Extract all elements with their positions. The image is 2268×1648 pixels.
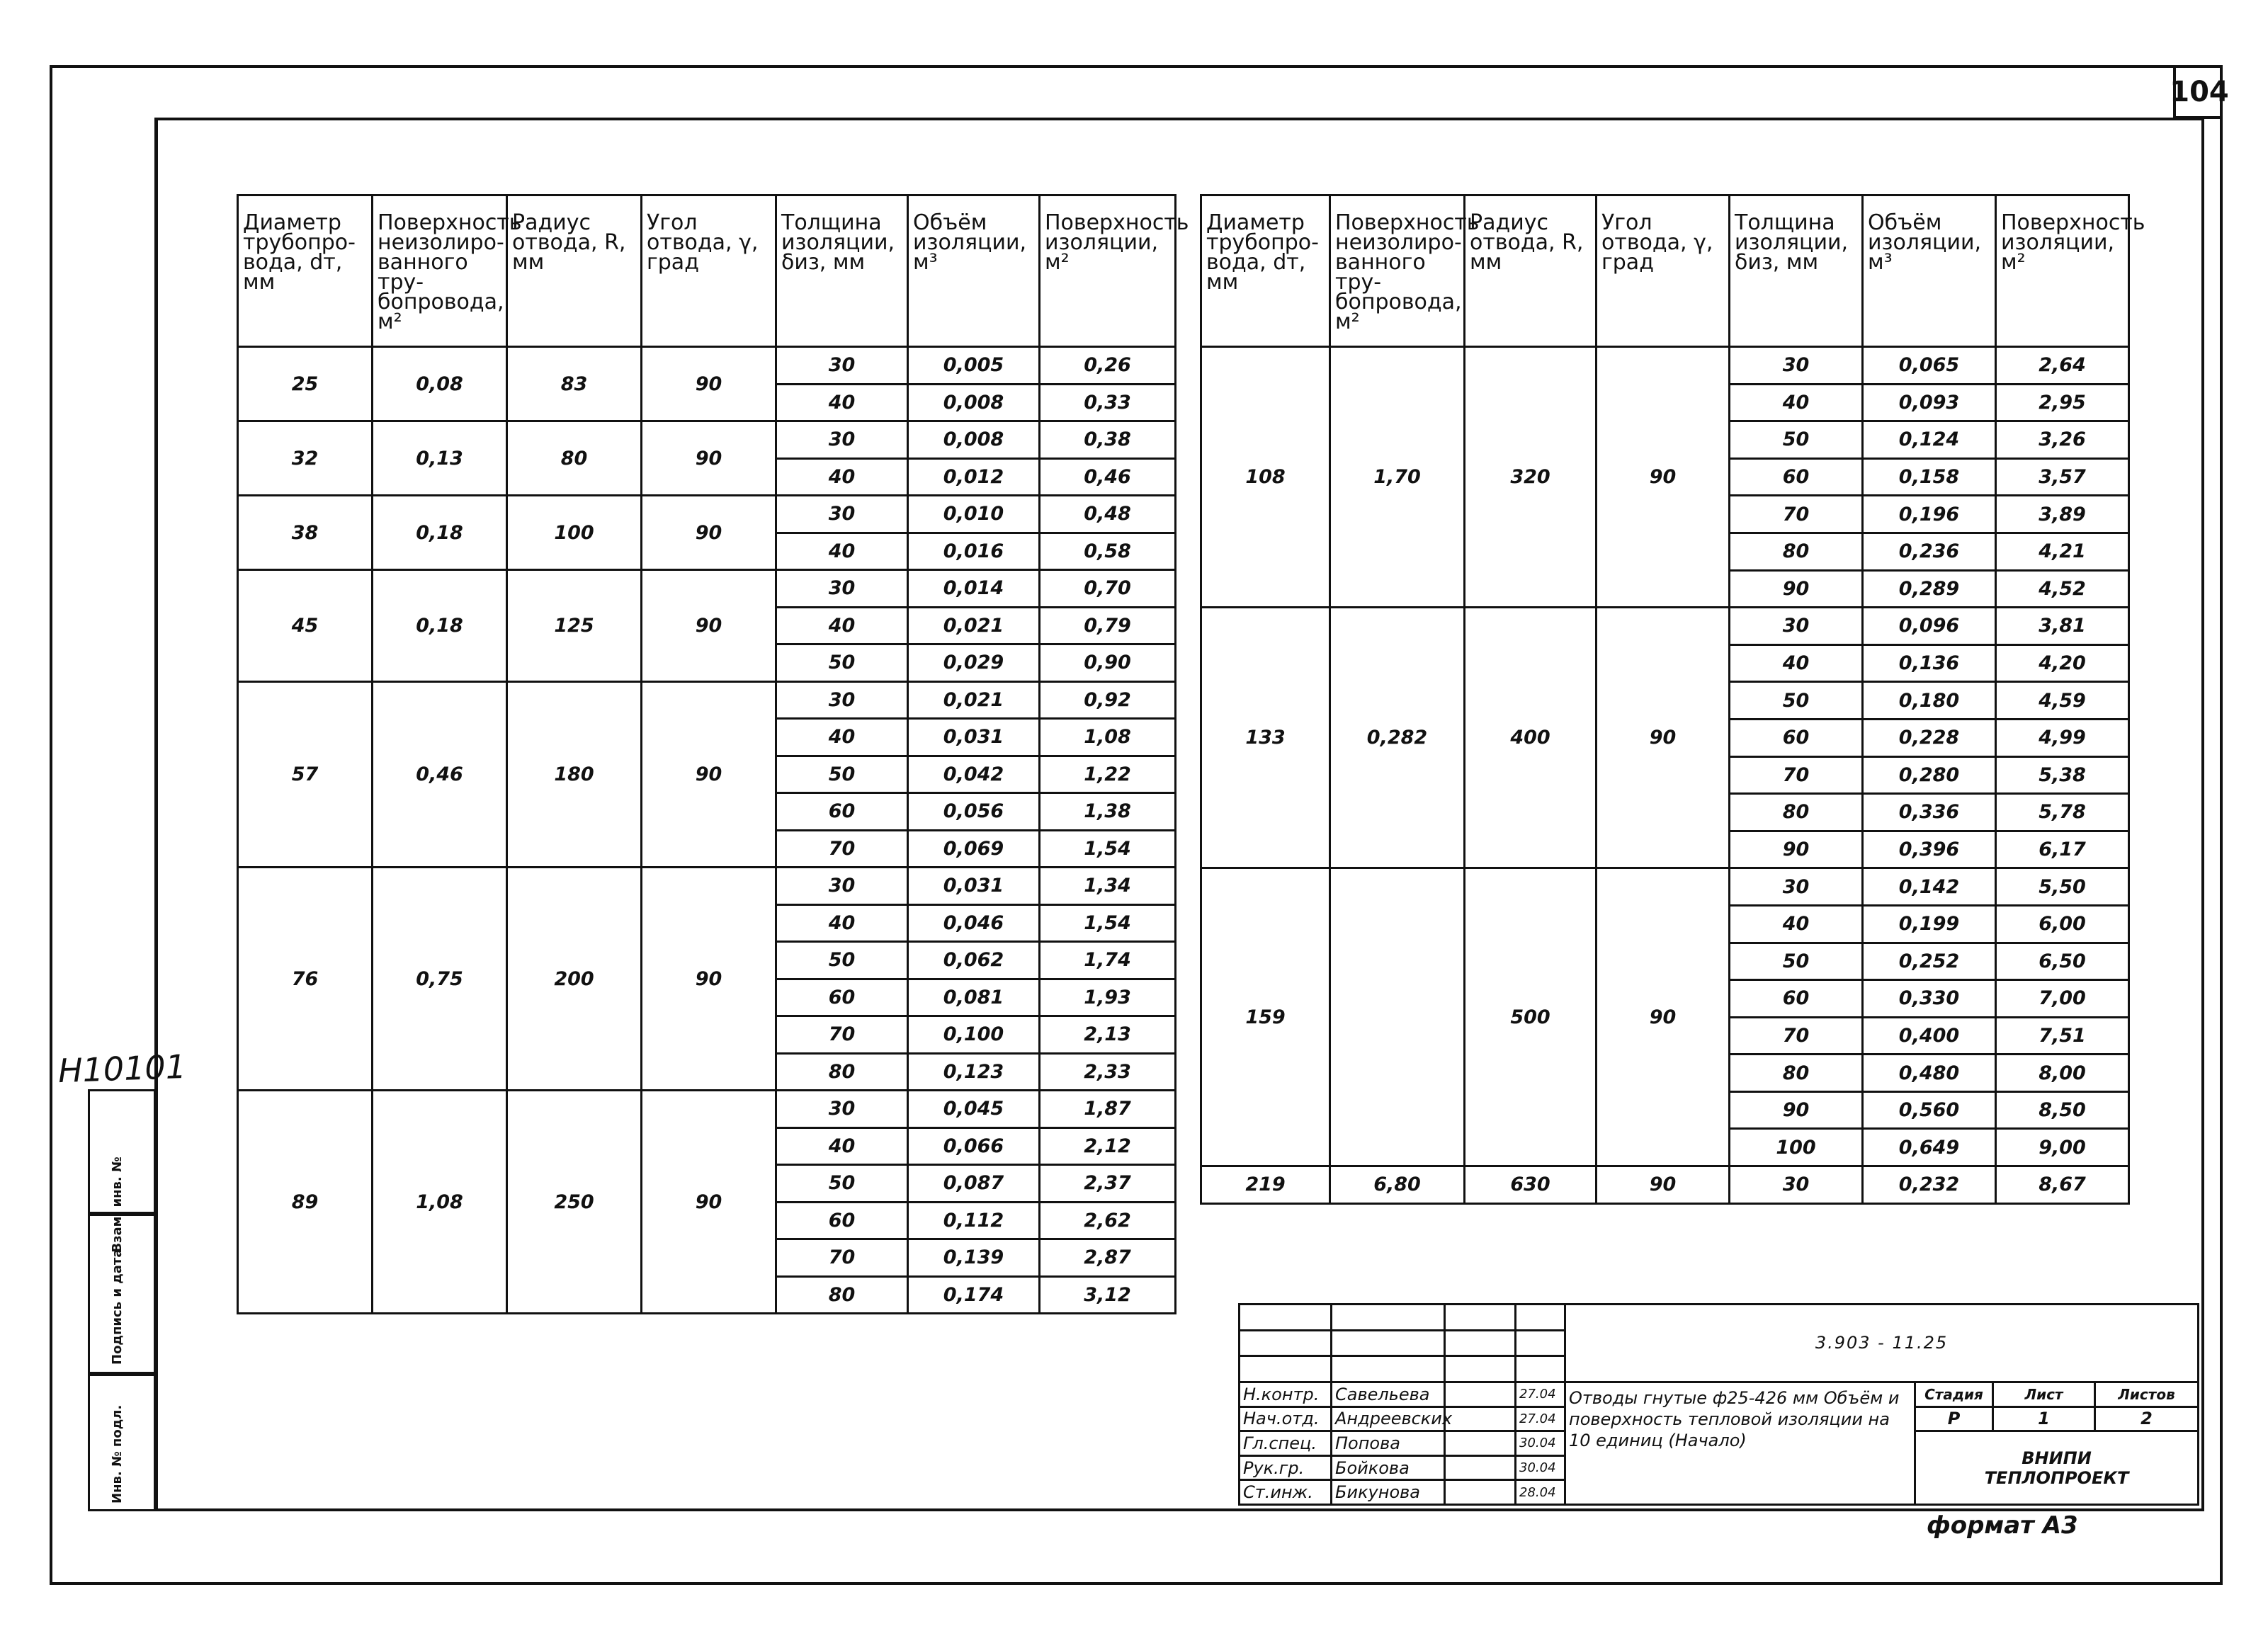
thickness-cell: 30 [776,1091,908,1128]
stamp-role: Рук.гр. [1240,1455,1332,1480]
radius-cell: 100 [507,496,642,570]
volume-cell: 0,252 [1863,943,1996,980]
diameter-cell: 133 [1201,608,1330,868]
insulation-surface-cell: 4,52 [1996,570,2129,608]
insulation-surface-cell: 4,21 [1996,533,2129,570]
thickness-cell: 40 [776,384,908,421]
table-row [238,421,1176,459]
side-label-inventory: Инв. № подл. [110,1404,125,1504]
thickness-cell: 30 [776,347,908,385]
volume-cell: 0,087 [908,1165,1040,1203]
thickness-cell: 60 [1730,458,1863,496]
side-strip [88,1089,156,1511]
header-bare-surface: Поверхность неизолиро-ванного тру-бопровода, м² [1330,195,1465,347]
insulation-surface-cell: 6,00 [1996,905,2129,943]
signature [1445,1431,1516,1456]
volume-cell: 0,069 [908,830,1040,868]
bare-surface-cell: 0,18 [373,496,507,570]
thickness-cell: 30 [776,681,908,719]
insulation-surface-cell: 0,38 [1040,421,1176,459]
thickness-cell: 40 [776,607,908,644]
volume-cell: 0,008 [908,384,1040,421]
volume-cell: 0,100 [908,1016,1040,1054]
sheets-label: Листов [2095,1382,2199,1407]
thickness-cell: 30 [1730,608,1863,645]
sheets-value: 2 [2095,1407,2199,1431]
insulation-surface-cell: 1,54 [1040,904,1176,942]
volume-cell: 0,046 [908,904,1040,942]
table-row [238,570,1176,608]
stamp-role: Н.контр. [1240,1382,1332,1407]
volume-cell: 0,096 [1863,608,1996,645]
volume-cell: 0,649 [1863,1129,1996,1166]
insulation-surface-cell: 0,58 [1040,533,1176,570]
insulation-surface-cell: 2,87 [1040,1239,1176,1277]
volume-cell: 0,158 [1863,458,1996,496]
thickness-cell: 40 [776,904,908,942]
volume-cell: 0,081 [908,979,1040,1016]
insulation-surface-cell: 3,26 [1996,421,2129,459]
thickness-cell: 40 [1730,905,1863,943]
thickness-cell: 60 [1730,980,1863,1018]
thickness-cell: 30 [1730,868,1863,906]
volume-cell: 0,021 [908,681,1040,719]
sheet-number: 104 [2173,68,2223,119]
insulation-surface-cell: 0,33 [1040,384,1176,421]
stamp-row [1240,1382,2199,1407]
volume-cell: 0,012 [908,458,1040,496]
insulation-surface-cell: 2,13 [1040,1016,1176,1054]
thickness-cell: 50 [776,756,908,793]
insulation-surface-cell: 2,37 [1040,1165,1176,1203]
bare-surface-cell: 6,80 [1330,1166,1465,1204]
insulation-surface-cell: 6,17 [1996,831,2129,868]
side-label-signature: Подпись и дата [110,1249,125,1365]
volume-cell: 0,123 [908,1053,1040,1091]
thickness-cell: 80 [776,1053,908,1091]
signature [1445,1480,1516,1505]
header-diameter: Диаметр трубопро-вода, dт, мм [1201,195,1330,347]
stamp-name: Бойкова [1332,1455,1445,1480]
drawing-title: Отводы гнутые ф25-426 мм Объём и поверхность тепловой изоляции на 10 единиц (Начало) [1565,1382,1915,1504]
thickness-cell: 40 [1730,384,1863,421]
header-insulation-surface: Поверхность изоляции, м² [1996,195,2129,347]
insulation-surface-cell: 2,64 [1996,347,2129,385]
bare-surface-cell: 1,70 [1330,347,1465,608]
table-row [238,347,1176,385]
volume-cell: 0,031 [908,719,1040,756]
thickness-cell: 70 [1730,496,1863,533]
thickness-cell: 30 [1730,1166,1863,1204]
thickness-cell: 40 [1730,644,1863,682]
volume-cell: 0,180 [1863,682,1996,720]
radius-cell: 320 [1465,347,1597,608]
format-label: формат А3 [1927,1511,2078,1540]
header-thickness: Толщина изоляции, δиз, мм [776,195,908,347]
stamp-date: 30.04 [1516,1431,1565,1456]
bare-surface-cell: 0,18 [373,570,507,682]
org-line-2: ТЕПЛОПРОЕКТ [1984,1467,2129,1488]
radius-cell: 83 [507,347,642,421]
insulation-surface-cell: 0,46 [1040,458,1176,496]
angle-cell: 90 [642,1091,776,1314]
insulation-surface-cell: 5,38 [1996,756,2129,794]
diameter-cell: 108 [1201,347,1330,608]
insulation-surface-cell: 2,95 [1996,384,2129,421]
header-angle: Угол отвода, γ, град [642,195,776,347]
volume-cell: 0,480 [1863,1055,1996,1092]
thickness-cell: 40 [776,533,908,570]
volume-cell: 0,008 [908,421,1040,459]
thickness-cell: 100 [1730,1129,1863,1166]
insulation-surface-cell: 8,00 [1996,1055,2129,1092]
angle-cell: 90 [642,570,776,682]
thickness-cell: 80 [1730,1055,1863,1092]
thickness-cell: 70 [776,1016,908,1054]
angle-cell: 90 [642,496,776,570]
stamp-date: 27.04 [1516,1382,1565,1407]
table-row [238,1091,1176,1128]
table-row [238,496,1176,533]
thickness-cell: 50 [776,644,908,682]
stamp-date: 28.04 [1516,1480,1565,1505]
insulation-surface-cell: 2,33 [1040,1053,1176,1091]
insulation-surface-cell: 4,20 [1996,644,2129,682]
radius-cell: 500 [1465,868,1597,1166]
thickness-cell: 40 [776,1127,908,1165]
bare-surface-cell: 0,08 [373,347,507,421]
insulation-surface-cell: 7,51 [1996,1017,2129,1055]
thickness-cell: 70 [776,1239,908,1277]
org-line-1: ВНИПИ [2022,1448,2092,1468]
insulation-surface-cell: 4,99 [1996,719,2129,756]
stamp-role: Ст.инж. [1240,1480,1332,1505]
thickness-cell: 50 [776,1165,908,1203]
diameter-cell: 45 [238,570,373,682]
header-insulation-surface: Поверхность изоляции, м² [1040,195,1176,347]
bare-surface-cell: 1,08 [373,1091,507,1314]
angle-cell: 90 [1597,347,1730,608]
volume-cell: 0,232 [1863,1166,1996,1204]
insulation-surface-cell: 8,67 [1996,1166,2129,1204]
insulation-surface-cell: 0,79 [1040,607,1176,644]
insulation-surface-cell: 1,93 [1040,979,1176,1016]
radius-cell: 250 [507,1091,642,1314]
insulation-surface-cell: 3,12 [1040,1276,1176,1314]
thickness-cell: 60 [776,979,908,1016]
angle-cell: 90 [1597,608,1730,868]
insulation-surface-cell: 3,89 [1996,496,2129,533]
insulation-surface-cell: 1,34 [1040,868,1176,905]
insulation-surface-cell: 3,57 [1996,458,2129,496]
radius-cell: 630 [1465,1166,1597,1204]
volume-cell: 0,042 [908,756,1040,793]
volume-cell: 0,016 [908,533,1040,570]
title-block [1238,1303,2197,1506]
header-radius: Радиус отвода, R, мм [1465,195,1597,347]
volume-cell: 0,280 [1863,756,1996,794]
insulation-surface-cell: 5,50 [1996,868,2129,906]
insulation-surface-cell: 2,12 [1040,1127,1176,1165]
header-radius: Радиус отвода, R, мм [507,195,642,347]
sheet-value: 1 [1993,1407,2095,1431]
radius-cell: 80 [507,421,642,496]
table-row [238,681,1176,719]
volume-cell: 0,336 [1863,794,1996,831]
volume-cell: 0,062 [908,942,1040,979]
volume-cell: 0,014 [908,570,1040,608]
organization [1915,1431,2199,1505]
side-label-replacement: Взам. инв. № [110,1157,125,1253]
stamp-date: 30.04 [1516,1455,1565,1480]
volume-cell: 0,021 [908,607,1040,644]
stage-value: Р [1915,1407,1993,1431]
table-row [238,868,1176,905]
insulation-surface-cell: 9,00 [1996,1129,2129,1166]
bare-surface-cell [1330,868,1465,1166]
insulation-surface-cell: 6,50 [1996,943,2129,980]
insulation-surface-cell: 0,26 [1040,347,1176,385]
insulation-surface-cell: 1,54 [1040,830,1176,868]
insulation-surface-cell: 7,00 [1996,980,2129,1018]
table-row [1201,608,2129,645]
volume-cell: 0,136 [1863,644,1996,682]
right-header-row [1201,195,2129,347]
angle-cell: 90 [642,421,776,496]
thickness-cell: 70 [1730,1017,1863,1055]
volume-cell: 0,196 [1863,496,1996,533]
thickness-cell: 50 [776,942,908,979]
volume-cell: 0,112 [908,1202,1040,1239]
bare-surface-cell: 0,282 [1330,608,1465,868]
left-table [237,194,1189,1314]
thickness-cell: 90 [1730,570,1863,608]
thickness-cell: 80 [1730,533,1863,570]
side-cell-signature [88,1214,156,1374]
radius-cell: 180 [507,681,642,868]
thickness-cell: 60 [776,793,908,831]
insulation-surface-cell: 1,22 [1040,756,1176,793]
volume-cell: 0,560 [1863,1091,1996,1129]
thickness-cell: 30 [1730,347,1863,385]
thickness-cell: 80 [776,1276,908,1314]
signature [1445,1407,1516,1431]
stamp-name: Попова [1332,1431,1445,1456]
side-cell-inventory [88,1374,156,1511]
volume-cell: 0,400 [1863,1017,1996,1055]
side-cell-replacement [88,1089,156,1253]
insulation-surface-cell: 1,08 [1040,719,1176,756]
angle-cell: 90 [642,868,776,1091]
table-row [1201,1166,2129,1204]
stamp-name: Андреевских [1332,1407,1445,1431]
volume-cell: 0,199 [1863,905,1996,943]
insulation-surface-cell: 4,59 [1996,682,2129,720]
angle-cell: 90 [1597,1166,1730,1204]
angle-cell: 90 [1597,868,1730,1166]
insulation-surface-cell: 1,74 [1040,942,1176,979]
signature [1445,1455,1516,1480]
header-bare-surface: Поверхность неизолиро-ванного тру-бопровода, м² [373,195,507,347]
right-table [1200,194,2145,1205]
volume-cell: 0,396 [1863,831,1996,868]
volume-cell: 0,066 [908,1127,1040,1165]
thickness-cell: 60 [1730,719,1863,756]
left-header-row [238,195,1176,347]
diameter-cell: 38 [238,496,373,570]
drawing-code: 3.903 - 11.25 [1565,1305,2199,1382]
radius-cell: 400 [1465,608,1597,868]
diameter-cell: 25 [238,347,373,421]
volume-cell: 0,029 [908,644,1040,682]
thickness-cell: 30 [776,868,908,905]
bare-surface-cell: 0,75 [373,868,507,1091]
volume-cell: 0,289 [1863,570,1996,608]
signature [1445,1382,1516,1407]
volume-cell: 0,093 [1863,384,1996,421]
diameter-cell: 76 [238,868,373,1091]
insulation-surface-cell: 1,87 [1040,1091,1176,1128]
header-thickness: Толщина изоляции, δиз, мм [1730,195,1863,347]
volume-cell: 0,139 [908,1239,1040,1277]
diameter-cell: 57 [238,681,373,868]
insulation-surface-cell: 0,92 [1040,681,1176,719]
thickness-cell: 40 [776,719,908,756]
header-volume: Объём изоляции, м³ [1863,195,1996,347]
volume-cell: 0,142 [1863,868,1996,906]
volume-cell: 0,005 [908,347,1040,385]
insulation-surface-cell: 3,81 [1996,608,2129,645]
insulation-surface-cell: 0,90 [1040,644,1176,682]
insulation-surface-cell: 8,50 [1996,1091,2129,1129]
radius-cell: 125 [507,570,642,682]
thickness-cell: 70 [776,830,908,868]
diameter-cell: 89 [238,1091,373,1314]
volume-cell: 0,228 [1863,719,1996,756]
angle-cell: 90 [642,347,776,421]
stamp-date: 27.04 [1516,1407,1565,1431]
bare-surface-cell: 0,13 [373,421,507,496]
insulation-surface-cell: 1,38 [1040,793,1176,831]
bare-surface-cell: 0,46 [373,681,507,868]
insulation-surface-cell: 2,62 [1040,1202,1176,1239]
header-volume: Объём изоляции, м³ [908,195,1040,347]
radius-cell: 200 [507,868,642,1091]
stamp-role: Нач.отд. [1240,1407,1332,1431]
insulation-surface-cell: 0,70 [1040,570,1176,608]
stamp-role: Гл.спец. [1240,1431,1332,1456]
thickness-cell: 50 [1730,943,1863,980]
insulation-surface-cell: 0,48 [1040,496,1176,533]
thickness-cell: 40 [776,458,908,496]
thickness-cell: 50 [1730,682,1863,720]
thickness-cell: 90 [1730,1091,1863,1129]
volume-cell: 0,031 [908,868,1040,905]
table-row [1201,868,2129,906]
thickness-cell: 30 [776,496,908,533]
angle-cell: 90 [642,681,776,868]
sheet-label: Лист [1993,1382,2095,1407]
stamp-name: Бикунова [1332,1480,1445,1505]
header-diameter: Диаметр трубопро-вода, dт, мм [238,195,373,347]
side-code: Н10101 [57,1047,187,1091]
insulation-surface-cell: 5,78 [1996,794,2129,831]
diameter-cell: 159 [1201,868,1330,1166]
volume-cell: 0,056 [908,793,1040,831]
volume-cell: 0,010 [908,496,1040,533]
stamp-name: Савельева [1332,1382,1445,1407]
thickness-cell: 50 [1730,421,1863,459]
thickness-cell: 70 [1730,756,1863,794]
volume-cell: 0,124 [1863,421,1996,459]
thickness-cell: 30 [776,421,908,459]
thickness-cell: 80 [1730,794,1863,831]
volume-cell: 0,174 [908,1276,1040,1314]
header-angle: Угол отвода, γ, град [1597,195,1730,347]
thickness-cell: 90 [1730,831,1863,868]
volume-cell: 0,065 [1863,347,1996,385]
thickness-cell: 30 [776,570,908,608]
volume-cell: 0,236 [1863,533,1996,570]
thickness-cell: 60 [776,1202,908,1239]
volume-cell: 0,330 [1863,980,1996,1018]
table-row [1201,347,2129,385]
diameter-cell: 32 [238,421,373,496]
stage-label: Стадия [1915,1382,1993,1407]
diameter-cell: 219 [1201,1166,1330,1204]
volume-cell: 0,045 [908,1091,1040,1128]
